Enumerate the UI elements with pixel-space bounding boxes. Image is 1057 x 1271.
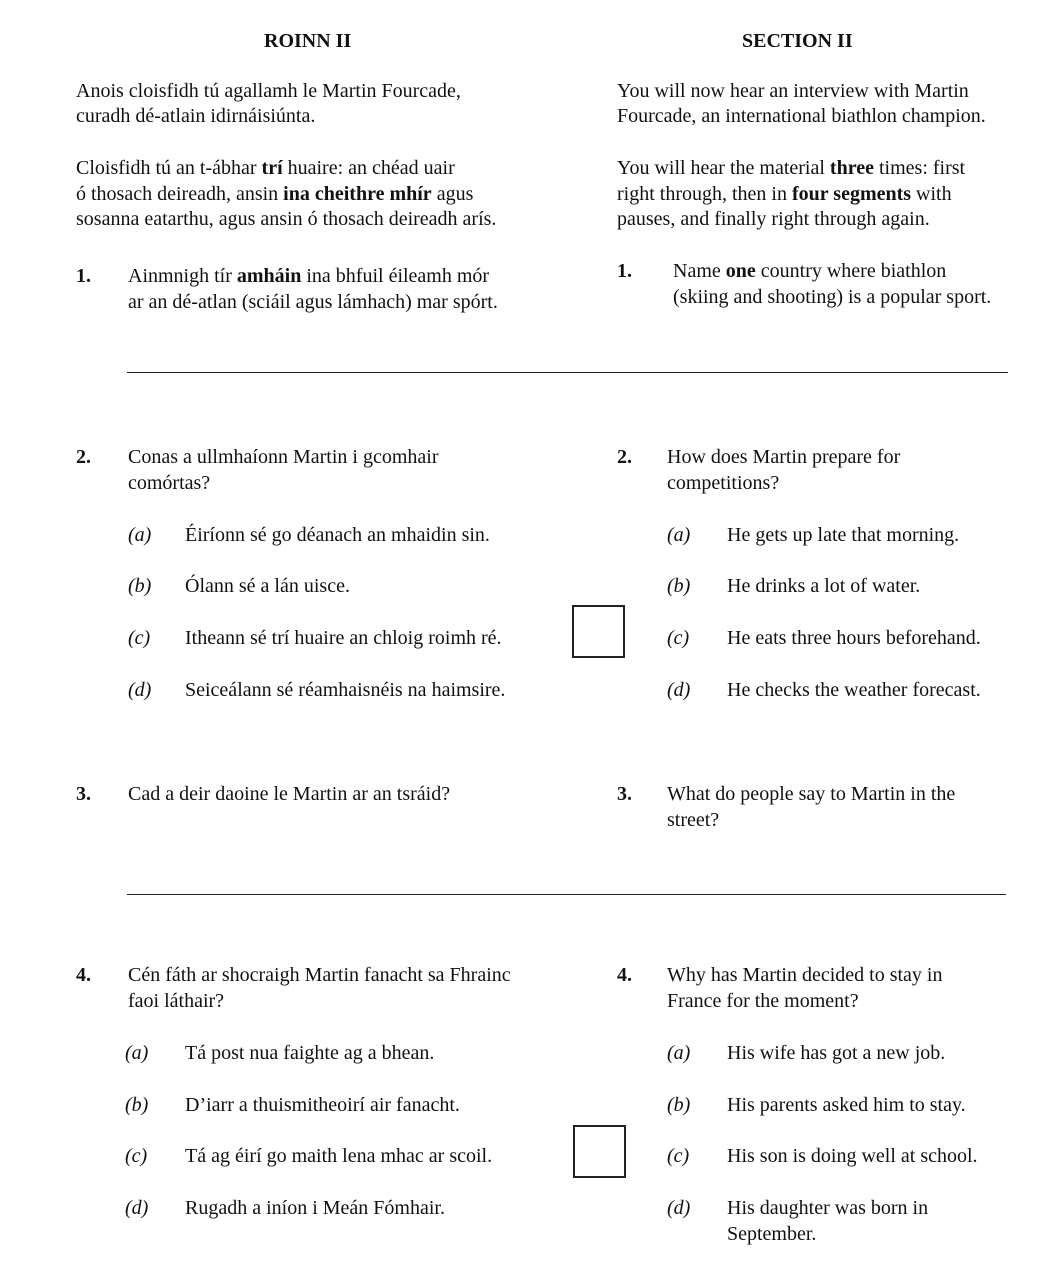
q4-option-b-text-irish: D’iarr a thuismitheoirí air fanacht. [185, 1094, 460, 1116]
q3-answer-line[interactable] [127, 894, 1006, 895]
q3-text-english-line2: street? [667, 809, 720, 831]
q4-option-c-text-english: His son is doing well at school. [727, 1145, 978, 1167]
q4-option-d-text-english-line2: September. [727, 1223, 817, 1245]
intro-irish-line1: Anois cloisfidh tú agallamh le Martin Fourcade, [76, 80, 461, 102]
q4-option-a-letter-english: (a) [667, 1042, 691, 1064]
q4-option-b-letter-irish: (b) [125, 1094, 149, 1116]
q2-option-c-text-irish: Itheann sé trí huaire an chloig roimh ré. [185, 627, 502, 649]
instructions-irish-line2: ó thosach deireadh, ansin ina cheithre mhír agus [76, 183, 474, 205]
q2-text-english-line1: How does Martin prepare for [667, 446, 901, 468]
q1-answer-line[interactable] [127, 372, 1008, 373]
q2-option-a-text-irish: Éiríonn sé go déanach an mhaidin sin. [185, 524, 490, 546]
q2-option-b-letter-irish: (b) [128, 575, 152, 597]
q4-option-a-text-irish: Tá post nua faighte ag a bhean. [185, 1042, 435, 1064]
intro-english-line1: You will now hear an interview with Martin [617, 80, 969, 102]
q2-option-b-letter-english: (b) [667, 575, 691, 597]
q2-option-a-text-english: He gets up late that morning. [727, 524, 960, 546]
q3-number-english: 3. [617, 783, 632, 805]
q4-option-d-letter-irish: (d) [125, 1197, 149, 1219]
q4-text-english-line2: France for the moment? [667, 990, 859, 1012]
q2-option-d-letter-english: (d) [667, 679, 691, 701]
instructions-english-line2: right through, then in four segments with [617, 183, 952, 205]
q4-option-d-text-english: His daughter was born in [727, 1197, 929, 1219]
q1-text-english-line1: Name one country where biathlon [673, 260, 947, 282]
q4-text-irish-line2: faoi láthair? [128, 990, 225, 1012]
q4-option-a-text-english: His wife has got a new job. [727, 1042, 946, 1064]
instructions-irish-line3: sosanna eatarthu, agus ansin ó thosach deireadh arís. [76, 208, 497, 230]
q4-number-english: 4. [617, 964, 632, 986]
q2-number-english: 2. [617, 446, 632, 468]
q2-option-b-text-english: He drinks a lot of water. [727, 575, 921, 597]
q4-answer-box[interactable] [573, 1125, 626, 1178]
q1-number-irish: 1. [76, 265, 91, 287]
q4-option-d-letter-english: (d) [667, 1197, 691, 1219]
q2-option-a-letter-irish: (a) [128, 524, 152, 546]
q2-option-c-text-english: He eats three hours beforehand. [727, 627, 981, 649]
q1-text-english-line2: (skiing and shooting) is a popular sport. [673, 286, 992, 308]
q1-number-english: 1. [617, 260, 632, 282]
instructions-english-line1: You will hear the material three times: first [617, 157, 966, 179]
q2-number-irish: 2. [76, 446, 91, 468]
heading-english: SECTION II [742, 30, 853, 52]
q2-option-d-text-irish: Seiceálann sé réamhaisnéis na haimsire. [185, 679, 506, 701]
q3-number-irish: 3. [76, 783, 91, 805]
instructions-irish-line1: Cloisfidh tú an t-ábhar trí huaire: an chéad uair [76, 157, 455, 179]
q4-number-irish: 4. [76, 964, 91, 986]
q2-answer-box[interactable] [572, 605, 625, 658]
instructions-english-line3: pauses, and finally right through again. [617, 208, 930, 230]
intro-english-line2: Fourcade, an international biathlon champion. [617, 105, 986, 127]
q2-text-irish-line2: comórtas? [128, 472, 211, 494]
q1-text-irish-line1: Ainmnigh tír amháin ina bhfuil éileamh mór [128, 265, 490, 287]
q4-option-b-letter-english: (b) [667, 1094, 691, 1116]
q4-option-c-letter-english: (c) [667, 1145, 690, 1167]
q4-option-a-letter-irish: (a) [125, 1042, 149, 1064]
q2-option-c-letter-irish: (c) [128, 627, 151, 649]
q4-option-c-text-irish: Tá ag éirí go maith lena mhac ar scoil. [185, 1145, 493, 1167]
q4-option-d-text-irish: Rugadh a iníon i Meán Fómhair. [185, 1197, 445, 1219]
q4-text-irish-line1: Cén fáth ar shocraigh Martin fanacht sa Fhrainc [128, 964, 511, 986]
q3-text-irish-line1: Cad a deir daoine le Martin ar an tsráid? [128, 783, 451, 805]
q4-option-b-text-english: His parents asked him to stay. [727, 1094, 966, 1116]
q1-text-irish-line2: ar an dé-atlan (sciáil agus lámhach) mar spórt. [128, 291, 498, 313]
q4-text-english-line1: Why has Martin decided to stay in [667, 964, 943, 986]
q2-option-a-letter-english: (a) [667, 524, 691, 546]
q2-option-c-letter-english: (c) [667, 627, 690, 649]
q2-text-irish-line1: Conas a ullmhaíonn Martin i gcomhair [128, 446, 439, 468]
heading-irish: ROINN II [264, 30, 352, 52]
q2-option-d-letter-irish: (d) [128, 679, 152, 701]
q4-option-c-letter-irish: (c) [125, 1145, 148, 1167]
intro-irish-line2: curadh dé-atlain idirnáisiúnta. [76, 105, 316, 127]
q2-option-b-text-irish: Ólann sé a lán uisce. [185, 575, 350, 597]
q2-option-d-text-english: He checks the weather forecast. [727, 679, 981, 701]
q3-text-english-line1: What do people say to Martin in the [667, 783, 956, 805]
q2-text-english-line2: competitions? [667, 472, 780, 494]
